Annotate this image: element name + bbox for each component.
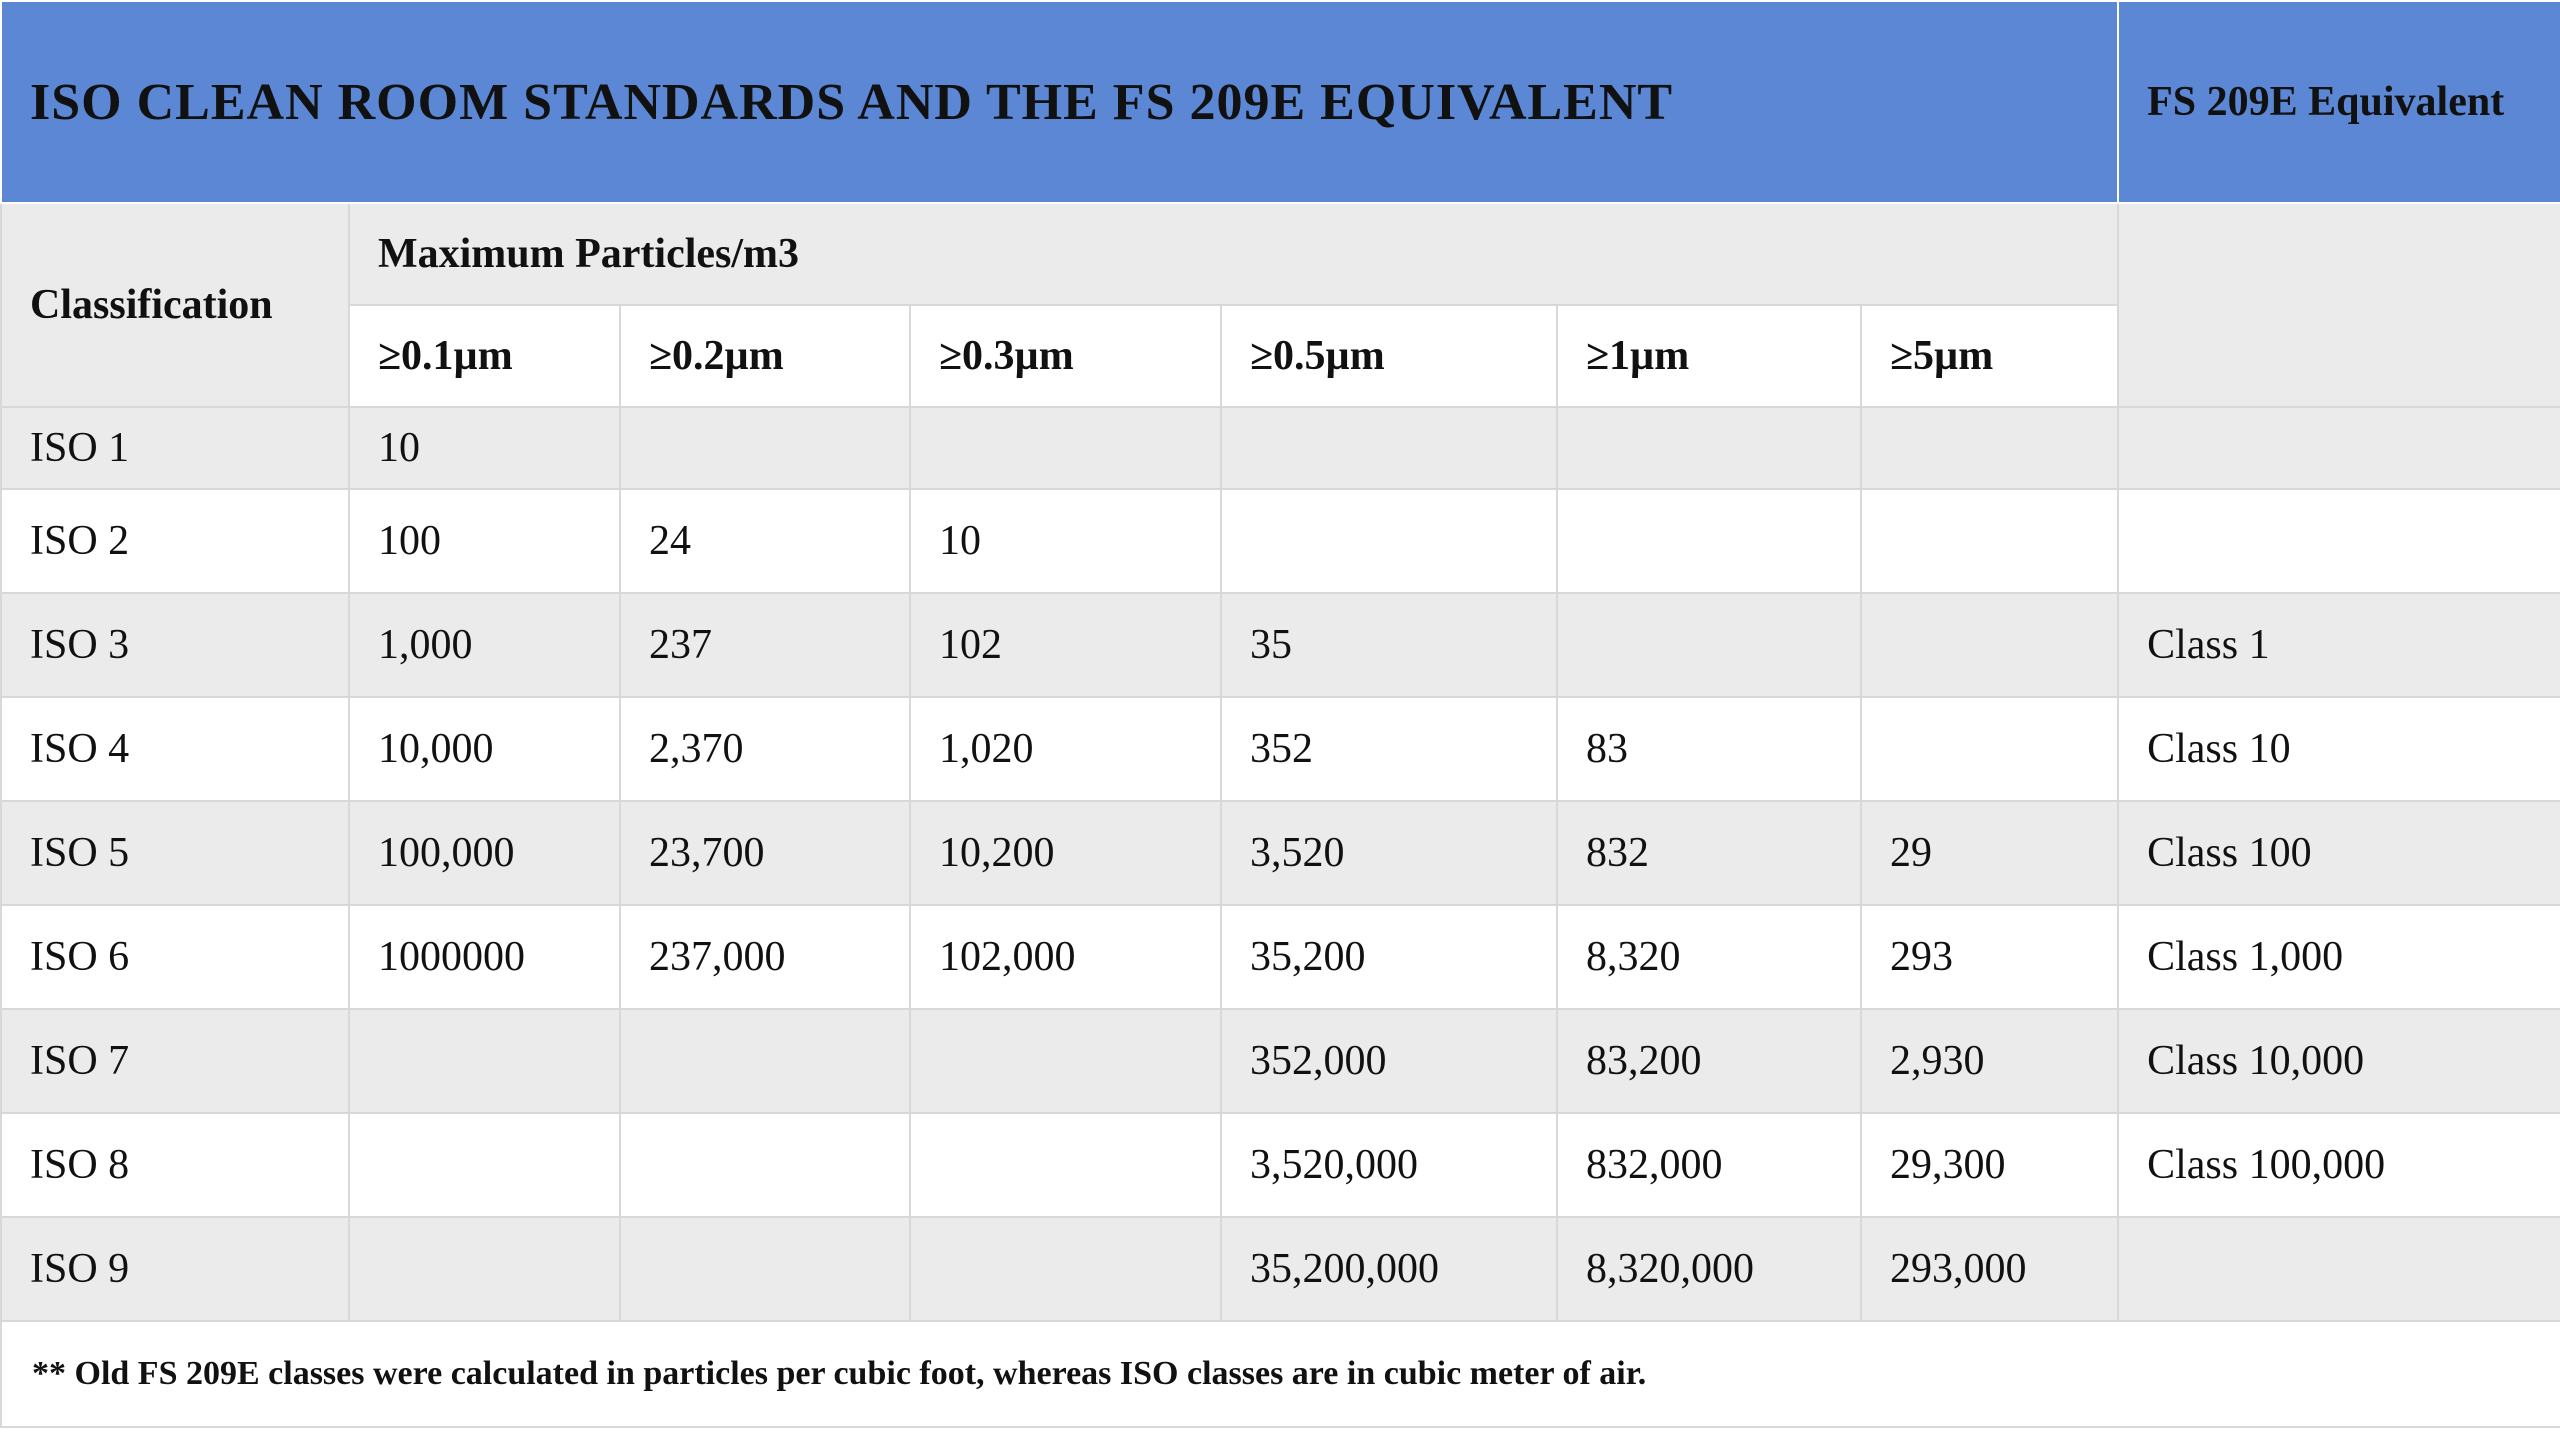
- value-cell: [910, 1009, 1221, 1113]
- value-cell: 83,200: [1557, 1009, 1861, 1113]
- fs-equivalent-header: FS 209E Equivalent: [2118, 1, 2560, 203]
- table-row: [1, 1009, 2560, 1113]
- value-cell: [1861, 489, 2118, 593]
- value-cell: [910, 1217, 1221, 1321]
- value-cell: 10: [349, 407, 620, 489]
- max-particles-header: Maximum Particles/m3: [349, 203, 2118, 305]
- value-cell: 10,200: [910, 801, 1221, 905]
- value-cell: [1861, 407, 2118, 489]
- class-name-cell: ISO 7: [1, 1009, 349, 1113]
- class-name-cell: ISO 3: [1, 593, 349, 697]
- fs-class-cell: Class 100,000: [2118, 1113, 2560, 1217]
- table-row: [1, 489, 2560, 593]
- value-cell: 3,520: [1221, 801, 1557, 905]
- value-cell: 237,000: [620, 905, 910, 1009]
- class-name-cell: ISO 2: [1, 489, 349, 593]
- value-cell: 24: [620, 489, 910, 593]
- table-title: ISO CLEAN ROOM STANDARDS AND THE FS 209E EQUIVALENT: [1, 1, 2118, 203]
- table-row: [1, 905, 2560, 1009]
- table-row: [1, 1217, 2560, 1321]
- value-cell: 1000000: [349, 905, 620, 1009]
- fs-class-cell: Class 10,000: [2118, 1009, 2560, 1113]
- class-name-cell: ISO 8: [1, 1113, 349, 1217]
- value-cell: 100: [349, 489, 620, 593]
- table-row: [1, 697, 2560, 801]
- footnote: ** Old FS 209E classes were calculated in particles per cubic foot, whereas ISO classes are in cubic meter of air.: [1, 1321, 2560, 1427]
- value-cell: [910, 407, 1221, 489]
- value-cell: [910, 1113, 1221, 1217]
- value-cell: [1557, 407, 1861, 489]
- value-cell: [1221, 489, 1557, 593]
- size-header: ≥0.3µm: [910, 305, 1221, 407]
- fs-class-cell: [2118, 489, 2560, 593]
- value-cell: [1861, 697, 2118, 801]
- value-cell: 832: [1557, 801, 1861, 905]
- value-cell: [620, 1009, 910, 1113]
- size-header: ≥1µm: [1557, 305, 1861, 407]
- value-cell: [1557, 593, 1861, 697]
- value-cell: 23,700: [620, 801, 910, 905]
- value-cell: 35,200,000: [1221, 1217, 1557, 1321]
- class-name-cell: ISO 4: [1, 697, 349, 801]
- value-cell: [620, 1113, 910, 1217]
- value-cell: 35: [1221, 593, 1557, 697]
- class-name-cell: ISO 5: [1, 801, 349, 905]
- value-cell: 35,200: [1221, 905, 1557, 1009]
- value-cell: 1,000: [349, 593, 620, 697]
- fs-class-cell: Class 1: [2118, 593, 2560, 697]
- value-cell: 293: [1861, 905, 2118, 1009]
- size-header: ≥5µm: [1861, 305, 2118, 407]
- table-row: [1, 593, 2560, 697]
- size-header: ≥0.5µm: [1221, 305, 1557, 407]
- value-cell: [620, 1217, 910, 1321]
- value-cell: [1557, 489, 1861, 593]
- class-name-cell: ISO 6: [1, 905, 349, 1009]
- header-row-1: [1, 203, 2560, 305]
- value-cell: 8,320,000: [1557, 1217, 1861, 1321]
- size-header: ≥0.1µm: [349, 305, 620, 407]
- value-cell: 102,000: [910, 905, 1221, 1009]
- size-header: ≥0.2µm: [620, 305, 910, 407]
- table-row: [1, 801, 2560, 905]
- classification-header: Classification: [1, 203, 349, 407]
- value-cell: 83: [1557, 697, 1861, 801]
- value-cell: 8,320: [1557, 905, 1861, 1009]
- value-cell: 2,930: [1861, 1009, 2118, 1113]
- table-row: [1, 1113, 2560, 1217]
- fs-header-blank: [2118, 203, 2560, 407]
- fs-class-cell: [2118, 1217, 2560, 1321]
- value-cell: 10: [910, 489, 1221, 593]
- value-cell: 237: [620, 593, 910, 697]
- fs-class-cell: [2118, 407, 2560, 489]
- fs-class-cell: Class 100: [2118, 801, 2560, 905]
- class-name-cell: ISO 9: [1, 1217, 349, 1321]
- value-cell: [620, 407, 910, 489]
- value-cell: 10,000: [349, 697, 620, 801]
- value-cell: 1,020: [910, 697, 1221, 801]
- value-cell: 102: [910, 593, 1221, 697]
- value-cell: 352,000: [1221, 1009, 1557, 1113]
- value-cell: 2,370: [620, 697, 910, 801]
- value-cell: [349, 1113, 620, 1217]
- fs-class-cell: Class 1,000: [2118, 905, 2560, 1009]
- class-name-cell: ISO 1: [1, 407, 349, 489]
- value-cell: [1221, 407, 1557, 489]
- value-cell: 29: [1861, 801, 2118, 905]
- value-cell: [1861, 593, 2118, 697]
- table-row: [1, 407, 2560, 489]
- value-cell: 832,000: [1557, 1113, 1861, 1217]
- value-cell: 29,300: [1861, 1113, 2118, 1217]
- footnote-row: [1, 1321, 2560, 1427]
- value-cell: 100,000: [349, 801, 620, 905]
- value-cell: 352: [1221, 697, 1557, 801]
- fs-class-cell: Class 10: [2118, 697, 2560, 801]
- value-cell: 293,000: [1861, 1217, 2118, 1321]
- value-cell: [349, 1217, 620, 1321]
- value-cell: 3,520,000: [1221, 1113, 1557, 1217]
- value-cell: [349, 1009, 620, 1113]
- title-row: [1, 1, 2560, 203]
